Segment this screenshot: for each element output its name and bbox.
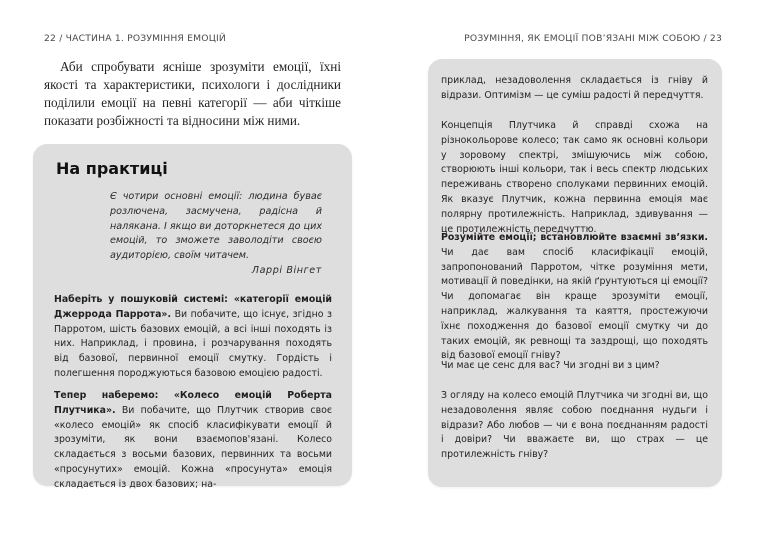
practice-box-title: На практиці [56, 159, 168, 178]
practice-box-continued [428, 59, 722, 487]
epigraph-quote: Є чотири основні емоції: людина буває розлючена, засмучена, радісна й налякана. І якщо ви доторкнетеся до цих емоцій, то зможете заволодіти своєю аудиторією, своїм читачем. [110, 191, 322, 262]
running-head-right: РОЗУМІННЯ, ЯК ЕМОЦІЇ ПОВ’ЯЗАНІ МІЖ СОБОЮ / 23 [464, 33, 722, 44]
practice-paragraph [441, 119, 708, 237]
running-head-left: 22 / ЧАСТИНА 1. РОЗУМІННЯ ЕМОЦІЙ [44, 33, 227, 44]
paragraph-body: З огляду на колесо емоцій Плутчика чи згодні ви, що незадоволення являє собою поєднання нудьги і відрази? Або любов — чи є вона поєднанням радості і довіри? Чи вважаєте ви, що страх — це протилежність гніву? [441, 390, 708, 461]
practice-paragraph [441, 389, 708, 463]
practice-box [33, 144, 352, 490]
paragraph-body: Ви побачите, що Плутчик створив своє «колесо емоцій» як спосіб класифікувати емоції й зрозуміти, як вони взаємопов'язані. Колесо складається з восьми базових, первинних та восьми «просунутих» емоцій. Кожна «просунута» емоція складається із двох базових; на- [54, 404, 332, 490]
epigraph-author: Ларрі Вінгет [251, 265, 322, 276]
paragraph-body: Концепція Плутчика й справді схожа на різнокольорове колесо; так само як основні кольори у зоровому спектрі, змішуючись між собою, створюють інші кольори, так і весь спектр людських переживань створено сполуками первинних емоцій. Як вказує Плутчик, кожна первинна емоція має полярну протилежність. Наприклад, здивування — це протилежність передчуттю. [441, 120, 708, 235]
paragraph-body: Чи має це сенс для вас? Чи згодні ви з цим? [441, 360, 660, 371]
right-page [384, 0, 768, 546]
intro-paragraph: Аби спробувати ясніше зрозуміти емоції, їхні якості та характеристики, психологи і дослідники поділили емоції на певні категорії — аби чіткіше показати розбіжності та відносини між ними. [44, 59, 341, 128]
paragraph-body: Чи дає вам спосіб класифікації емоцій, запропонований Парротом, чітке розуміння мети, мотивації й поведінки, на якій ґрунтуються ці емоції? Чи допомагає він краще зрозуміти емоції, наприклад, жалкування та каяття, простежуючи їхнє походження до базової емоції смутку чи до таких емоцій, як ревнощі та заздрощі, що походять від базової емоції гніву? [441, 246, 708, 362]
practice-paragraph [441, 231, 708, 364]
paragraph-lead: Наберіть у пошуковій системі: «категорії емоцій Джеррода Паррота». [54, 294, 332, 320]
practice-paragraph [441, 359, 708, 374]
paragraph-body: приклад, незадоволення складається із гніву й відрази. Оптимізм — це суміш радості й передчуття. [441, 75, 708, 101]
practice-paragraph [54, 389, 332, 493]
paragraph-lead: Розумійте емоції; встановлюйте взаємні зв’язки. [441, 232, 708, 243]
paragraph-body: Ви побачите, що існує, згідно з Парротом, шість базових емоцій, а всі інші походять із них. Наприклад, і провина, і розчарування походять від базової, первинної емоції смутку. Гордість і полегшення породжуються базовою емоцією радості. [54, 308, 332, 379]
paragraph-lead: Тепер наберемо: «Колесо емоцій Роберта Плутчика». [54, 390, 332, 416]
practice-paragraph [441, 74, 708, 104]
practice-paragraph [54, 293, 332, 382]
